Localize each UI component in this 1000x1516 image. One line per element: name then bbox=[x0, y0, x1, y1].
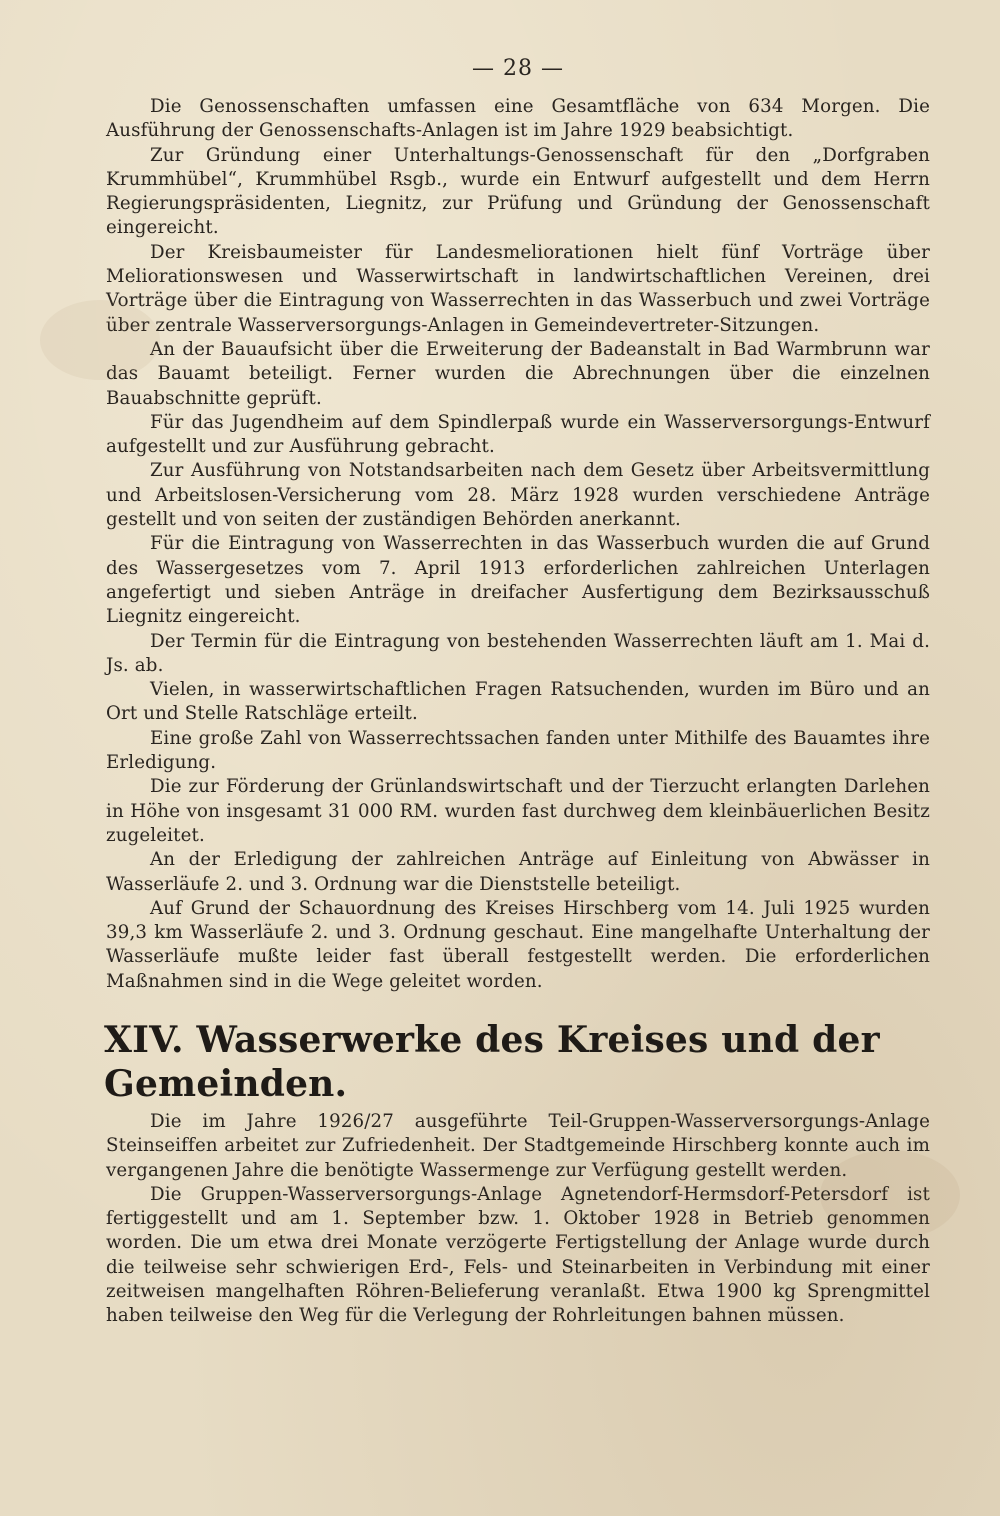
paper-stain bbox=[820, 1150, 960, 1240]
paragraph: Eine große Zahl von Wasserrechtssachen fanden unter Mithilfe des Bauamtes ihre Erledigung. bbox=[106, 727, 930, 774]
page-number: — 28 — bbox=[472, 56, 564, 81]
body-text-top bbox=[106, 95, 930, 994]
paper-stain bbox=[40, 300, 160, 380]
paragraph: An der Erledigung der zahlreichen Anträge auf Einleitung von Abwässer in Wasserläufe 2. und 3. Ordnung war die Dienststelle beteiligt. bbox=[106, 849, 930, 895]
paragraph: Die Genossenschaften umfassen eine Gesamtfläche von 634 Morgen. Die Ausführung der Genossenschafts-Anlagen ist im Jahre 1929 beabsichtigt. bbox=[106, 96, 930, 142]
paragraph: Für das Jugendheim auf dem Spindlerpaß wurde ein Wasserversorgungs-Entwurf aufgestellt und zur Ausführung gebracht. bbox=[106, 411, 930, 458]
body-text-section bbox=[106, 1110, 930, 1329]
section-heading: XIV. Wasserwerke des Kreises und der Gemeinden. bbox=[104, 1018, 880, 1105]
paragraph: An der Bauaufsicht über die Erweiterung der Badeanstalt in Bad Warmbrunn war das Bauamt beteiligt. Ferner wurden die Abrechnungen über die einzelnen Bauabschnitte geprüft. bbox=[106, 338, 930, 409]
paragraph: Vielen, in wasserwirtschaftlichen Fragen Ratsuchenden, wurden im Büro und an Ort und Stelle Ratschläge erteilt. bbox=[106, 679, 930, 725]
paragraph: Der Kreisbaumeister für Landesmeliorationen hielt fünf Vorträge über Meliorationswesen und Wasserwirtschaft in landwirtschaftlichen Vereinen, drei Vorträge über die Eintragung von Wasserrechten in das Wasserbuch und zwei Vorträge über zentrale Wasserversorgungs-Anlagen in Gemeindevertreter-Sitzungen. bbox=[106, 241, 930, 336]
paragraph: Die Gruppen-Wasserversorgungs-Anlage Agnetendorf-Hermsdorf-Petersdorf ist fertiggestellt und am 1. September bzw. 1. Oktober 1928 in Betrieb genommen worden. Die um etwa drei Monate verzögerte Fertigstellung der Anlage wurde durch die teilweise sehr schwierigen Erd-, Fels- und Steinarbeiten in Verbindung mit einer zeitweisen mangelhaften Röhren-Belieferung veranlaßt. Etwa 1900 kg Sprengmittel haben teilweise den Weg für die Verlegung der Rohrleitungen bahnen müssen. bbox=[106, 1183, 930, 1327]
paragraph: Die im Jahre 1926/27 ausgeführte Teil-Gruppen-Wasserversorgungs-Anlage Steinseiffen arbeitet zur Zufriedenheit. Der Stadtgemeinde Hirschberg konnte auch im vergangenen Jahre die benötigte Wassermenge zur Verfügung gestellt werden. bbox=[106, 1110, 930, 1181]
paragraph: Für die Eintragung von Wasserrechten in das Wasserbuch wurden die auf Grund des Wassergesetzes vom 7. April 1913 erforderlichen zahlreichen Unterlagen angefertigt und sieben Anträge in dreifacher Ausfertigung dem Bezirksausschuß Liegnitz eingereicht. bbox=[106, 533, 930, 628]
paragraph: Der Termin für die Eintragung von bestehenden Wasserrechten läuft am 1. Mai d. Js. ab. bbox=[106, 630, 930, 676]
paragraph: Zur Gründung einer Unterhaltungs-Genossenschaft für den „Dorfgraben Krummhübel“, Krummhübel Rsgb., wurde ein Entwurf aufgestellt und dem Herrn Regierungspräsidenten, Liegnitz, zur Prüfung und Gründung der Genossenschaft eingereicht. bbox=[106, 144, 930, 239]
paragraph: Die zur Förderung der Grünlandswirtschaft und der Tierzucht erlangten Darlehen in Höhe von insgesamt 31 000 RM. wurden fast durchweg dem kleinbäuerlichen Besitz zugeleitet. bbox=[106, 776, 930, 846]
paragraph: Auf Grund der Schauordnung des Kreises Hirschberg vom 14. Juli 1925 wurden 39,3 km Wasserläufe 2. und 3. Ordnung geschaut. Eine mangelhafte Unterhaltung der Wasserläufe mußte leider fast überall festgestellt werden. Die erforderlichen Maßnahmen sind in die Wege geleitet worden. bbox=[106, 897, 930, 992]
paragraph: Zur Ausführung von Notstandsarbeiten nach dem Gesetz über Arbeitsvermittlung und Arbeitslosen-Versicherung vom 28. März 1928 wurden verschiedene Anträge gestellt und von seiten der zuständigen Behörden anerkannt. bbox=[106, 460, 930, 531]
